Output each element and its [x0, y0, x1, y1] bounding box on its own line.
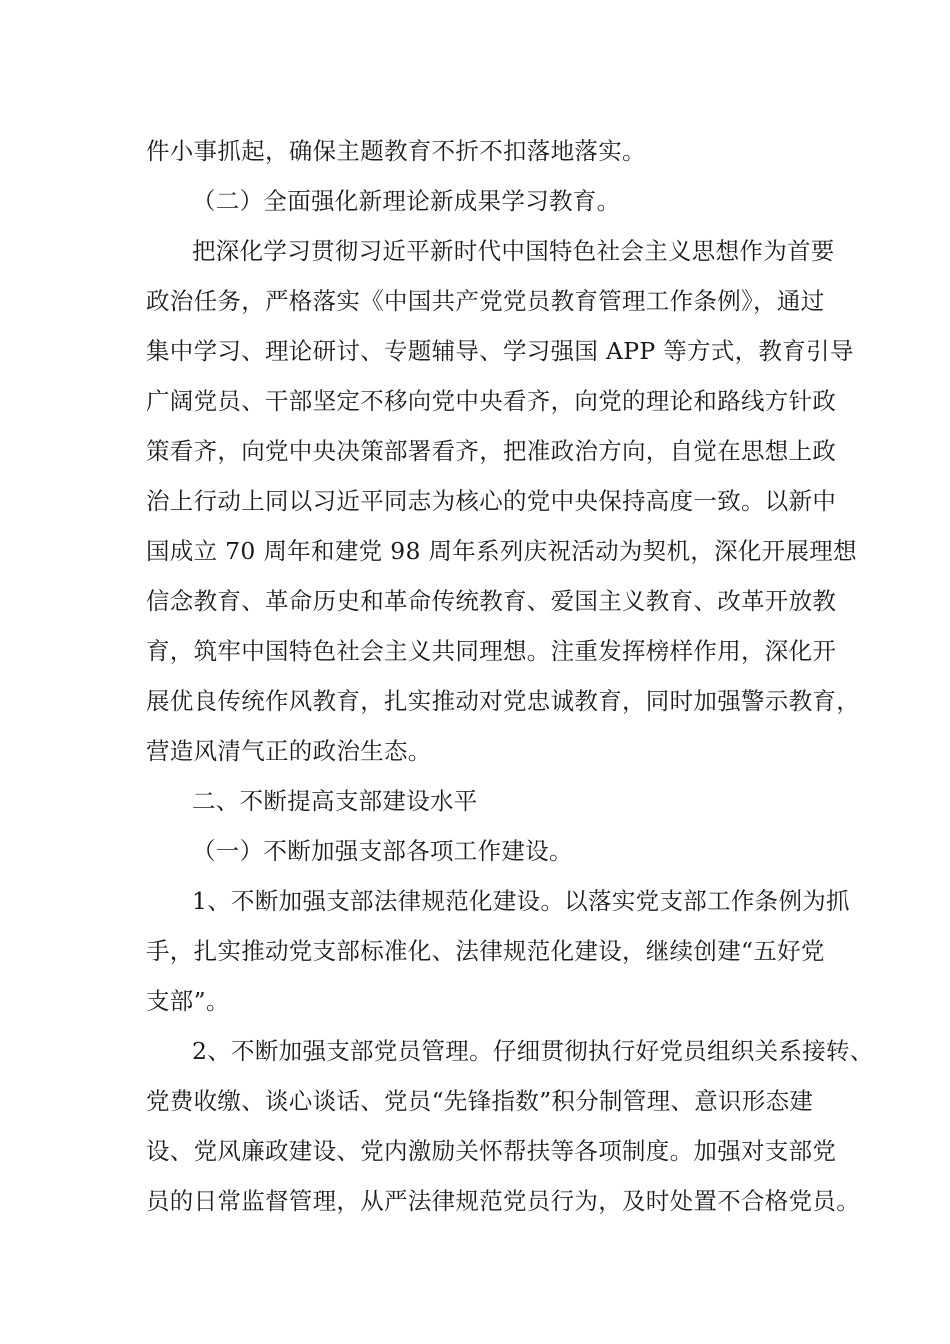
paragraph-line: 支部”。 — [146, 987, 230, 1015]
paragraph-line: 设、党风廉政建设、党内激励关怀帮扶等各项制度。加强对支部党 — [146, 1137, 837, 1165]
paragraph-line: 手，扎实推动党支部标准化、法律规范化建设，继续创建“五好党 — [146, 937, 825, 965]
paragraph-line: 件小事抓起，确保主题教育不折不扣落地落实。 — [146, 137, 646, 165]
section-heading: （二）全面强化新理论新成果学习教育。 — [192, 187, 621, 215]
paragraph-line: 政治任务，严格落实《中国共产党党员教育管理工作条例》，通过 — [146, 287, 825, 315]
section-heading: 二、不断提高支部建设水平 — [192, 787, 478, 815]
paragraph-line: 国成立 70 周年和建党 98 周年系列庆祝活动为契机，深化开展理想 — [146, 537, 857, 565]
paragraph-line: 集中学习、理论研讨、专题辅导、学习强国 APP 等方式，教育引导 — [146, 337, 854, 365]
paragraph-line: 把深化学习贯彻习近平新时代中国特色社会主义思想作为首要 — [192, 237, 835, 265]
paragraph-line: 员的日常监督管理，从严法律规范党员行为，及时处置不合格党员。 — [146, 1187, 860, 1215]
paragraph-line: 1、不断加强支部法律规范化建设。以落实党支部工作条例为抓 — [192, 887, 850, 915]
paragraph-line: 治上行动上同以习近平同志为核心的党中央保持高度一致。以新中 — [146, 487, 837, 515]
paragraph-line: 党费收缴、谈心谈话、党员“先锋指数”积分制管理、意识形态建 — [146, 1087, 814, 1115]
paragraph-line: 2、不断加强支部党员管理。仔细贯彻执行好党员组织关系接转、 — [192, 1037, 874, 1065]
paragraph-line: 广阔党员、干部坚定不移向党中央看齐，向党的理论和路线方针政 — [146, 387, 837, 415]
paragraph-line: 信念教育、革命历史和革命传统教育、爱国主义教育、改革开放教 — [146, 587, 837, 615]
paragraph-line: 展优良传统作风教育，扎实推动对党忠诚教育，同时加强警示教育， — [146, 687, 860, 715]
paragraph-line: 育，筑牢中国特色社会主义共同理想。注重发挥榜样作用，深化开 — [146, 637, 837, 665]
paragraph-line: 营造风清气正的政治生态。 — [146, 737, 432, 765]
paragraph-line: 策看齐，向党中央决策部署看齐，把准政治方向，自觉在思想上政 — [146, 437, 837, 465]
subsection-heading: （一）不断加强支部各项工作建设。 — [192, 837, 573, 865]
